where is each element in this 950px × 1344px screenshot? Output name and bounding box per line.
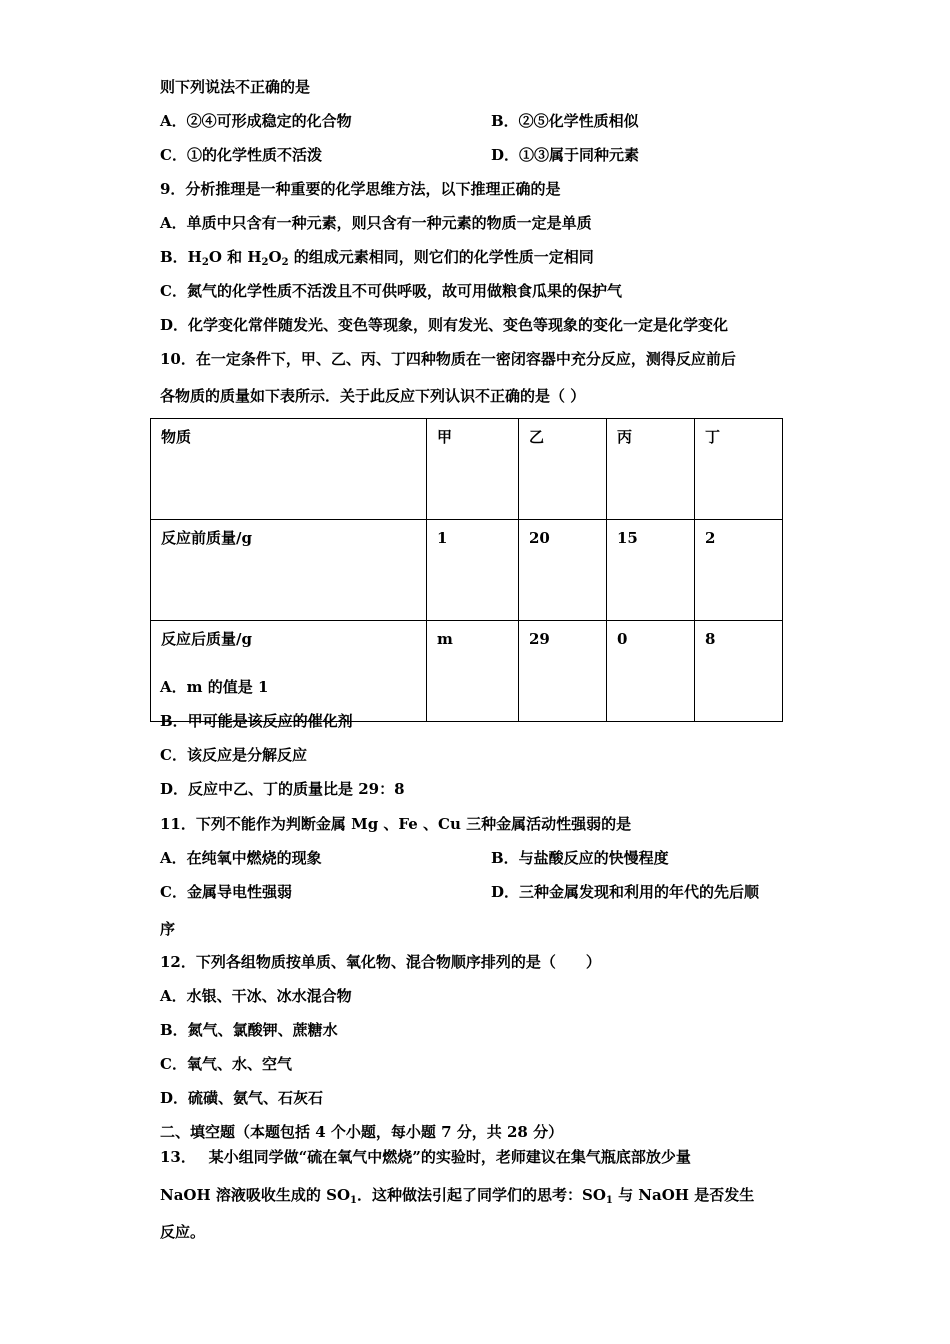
table-row — [151, 520, 783, 621]
q10-option-c: C．该反应是分解反应 — [160, 746, 307, 764]
q10-option-d: D．反应中乙、丁的质量比是 29：8 — [160, 780, 405, 798]
table-cell: 15 — [607, 520, 695, 621]
table-header-cell: 甲 — [427, 419, 519, 520]
table-cell: 0 — [607, 621, 695, 722]
table-header-cell: 丁 — [695, 419, 783, 520]
q10-stem-line2: 各物质的质量如下表所示．关于此反应下列认识不正确的是（ ） — [160, 387, 586, 405]
q10-option-b: B．甲可能是该反应的催化剂 — [160, 712, 353, 730]
table-cell: 8 — [695, 621, 783, 722]
table-header-cell: 丙 — [607, 419, 695, 520]
table-cell: m — [427, 621, 519, 722]
q12-stem: 12．下列各组物质按单质、氧化物、混合物顺序排列的是（ ） — [160, 953, 601, 971]
table-cell: 反应后质量/g — [151, 621, 427, 722]
q8-stem: 则下列说法不正确的是 — [160, 78, 311, 96]
table-cell: 1 — [427, 520, 519, 621]
q11-stem: 11．下列不能作为判断金属 Mg 、Fe 、Cu 三种金属活动性强弱的是 — [160, 815, 632, 833]
table-header-cell: 物质 — [151, 419, 427, 520]
table-cell: 反应前质量/g — [151, 520, 427, 621]
table-cell: 2 — [695, 520, 783, 621]
q10-option-a: A．m 的值是 1 — [160, 678, 269, 696]
q8-option-b: B．②⑤化学性质相似 — [491, 112, 639, 130]
q11-option-c: C．金属导电性强弱 — [160, 883, 292, 901]
table-cell: 29 — [519, 621, 607, 722]
table-header-row — [151, 419, 783, 520]
q12-option-b: B．氮气、氯酸钾、蔗糖水 — [160, 1021, 338, 1039]
q8-option-d: D．①③属于同种元素 — [491, 146, 640, 164]
q11-option-d: D．三种金属发现和利用的年代的先后顺 — [491, 883, 760, 901]
q8-option-c: C．①的化学性质不活泼 — [160, 146, 322, 164]
q12-option-a: A．水银、干冰、冰水混合物 — [160, 987, 352, 1005]
q9-option-a: A．单质中只含有一种元素，则只含有一种元素的物质一定是单质 — [160, 214, 592, 232]
q11-option-a: A．在纯氧中燃烧的现象 — [160, 849, 322, 867]
q11-option-d-continuation: 序 — [160, 920, 176, 938]
q10-stem-line1: 10．在一定条件下，甲、乙、丙、丁四种物质在一密闭容器中充分反应，测得反应前后 — [160, 350, 736, 368]
q9-option-c: C．氮气的化学性质不活泼且不可供呼吸，故可用做粮食瓜果的保护气 — [160, 282, 622, 300]
q13-line3: 反应。 — [160, 1223, 206, 1241]
section-title: 二、填空题（本题包括 4 个小题，每小题 7 分，共 28 分） — [160, 1123, 564, 1141]
q11-option-b: B．与盐酸反应的快慢程度 — [491, 849, 669, 867]
table-cell: 20 — [519, 520, 607, 621]
q12-option-d: D．硫磺、氨气、石灰石 — [160, 1089, 324, 1107]
q9-option-b: B．$H_2O$ 和 $H_2O_2$ 的组成元素相同，则它们的化学性质一定相同 — [160, 248, 594, 268]
q9-option-d: D．化学变化常伴随发光、变色等现象，则有发光、变色等现象的变化一定是化学变化 — [160, 316, 729, 334]
table-header-cell: 乙 — [519, 419, 607, 520]
table-row — [151, 621, 783, 722]
q8-option-a: A．②④可形成稳定的化合物 — [160, 112, 352, 130]
q9-stem: 9．分析推理是一种重要的化学思维方法，以下推理正确的是 — [160, 180, 561, 198]
q13-line2: NaOH 溶液吸收生成的 $SO_1$．这种做法引起了同学们的思考：$SO_1$ 与 NaOH 是否发生 — [160, 1186, 755, 1206]
q13-line1: 13． 某小组同学做“硫在氧气中燃烧”的实验时，老师建议在集气瓶底部放少量 — [160, 1148, 691, 1166]
q12-option-c: C．氧气、水、空气 — [160, 1055, 292, 1073]
